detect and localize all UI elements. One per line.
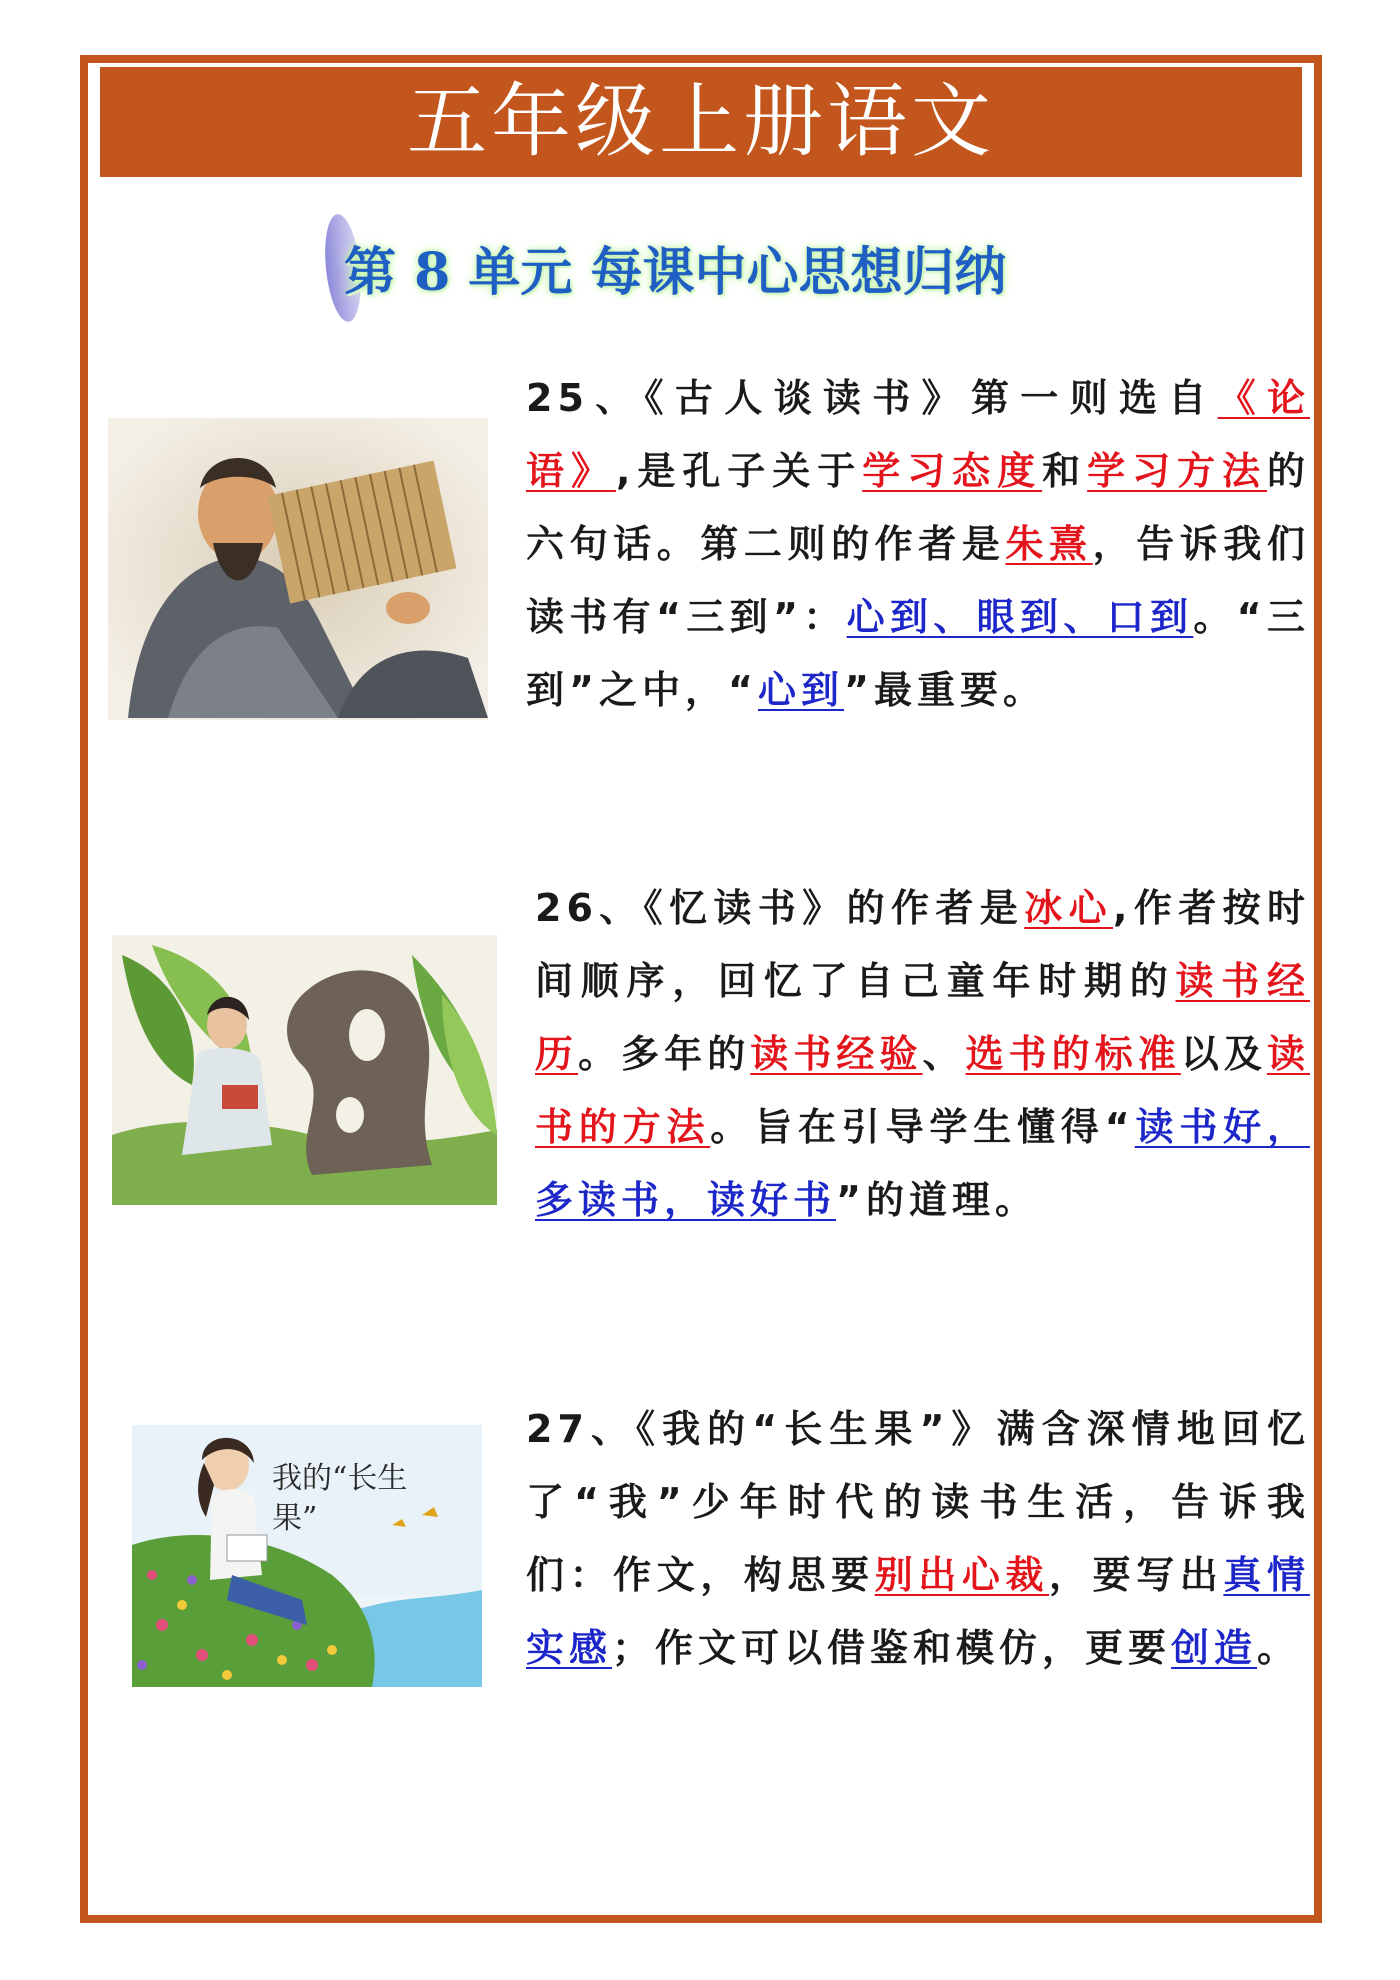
lesson26-summary: 26、《忆读书》的作者是冰心,作者按时间顺序，回忆了自己童年时期的读书经历。多年的读书经验、选书的标准以及读书的方法。旨在引导学生懂得“读书好，多读书，读好书”的道理。: [535, 886, 1311, 1222]
lesson27-caption: 我的“长生果”: [272, 1461, 408, 1536]
lesson25-illustration: [108, 418, 488, 720]
lesson26-illustration: [112, 935, 497, 1205]
title-banner: [100, 67, 1302, 177]
lesson25-summary: 25、《古人谈读书》第一则选自《论语》,是孔子关于学习态度和学习方法的六句话。第二则的作者是朱熹，告诉我们读书有“三到”：心到、眼到、口到。“三到”之中，“心到”最重要。: [526, 376, 1310, 712]
page-title: 五年级上册语文: [407, 75, 995, 168]
unit-heading: [320, 210, 1080, 320]
unit-title: 第 8 单元 每课中心思想归纳: [344, 242, 1007, 303]
lesson27-summary: 27、《我的“长生果”》满含深情地回忆了“我”少年时代的读书生活，告诉我们：作文，构思要别出心裁，要写出真情实感；作文可以借鉴和模仿，更要创造。: [526, 1407, 1310, 1670]
lesson27-illustration: [132, 1425, 482, 1687]
